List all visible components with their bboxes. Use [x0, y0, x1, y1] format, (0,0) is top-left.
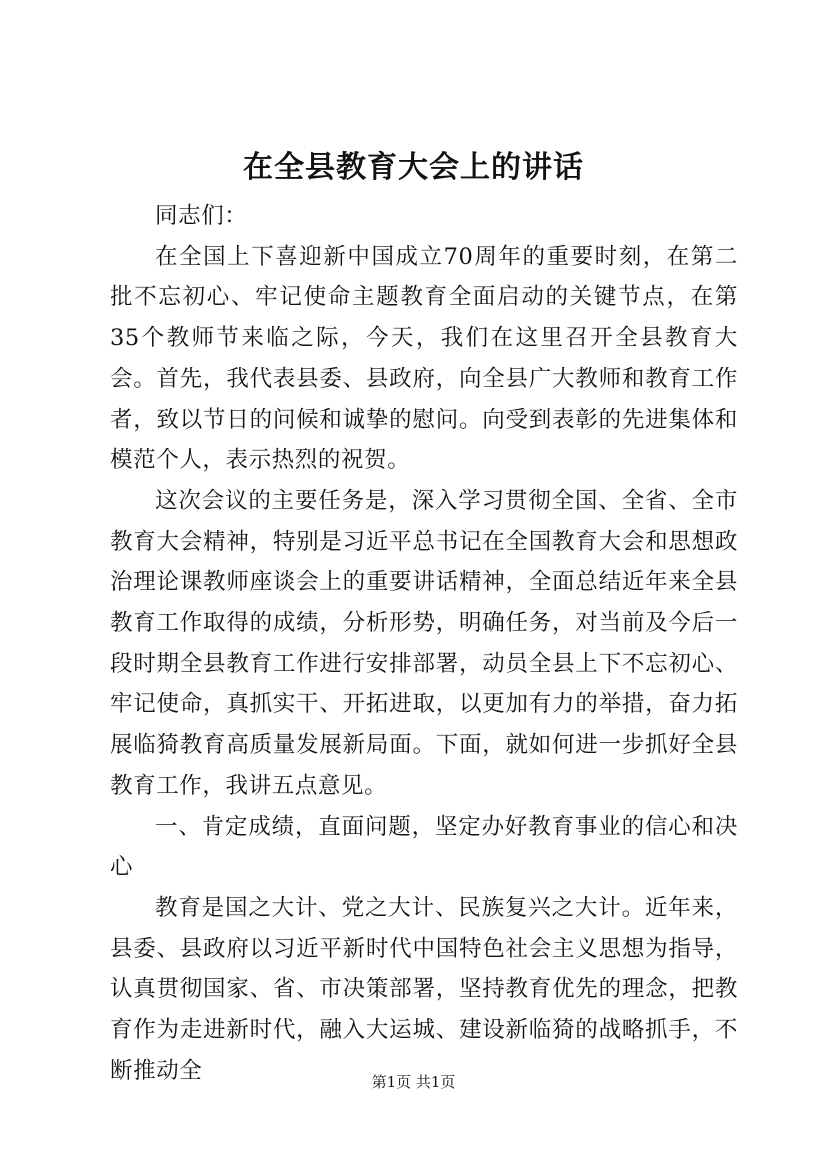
salutation-paragraph: 同志们：	[155, 203, 248, 229]
task-paragraph: 这次会议的主要任务是，深入学习贯彻全国、全省、全市教育大会精神，特别是习近平总书记在全国教育大会和思想政治理论课教师座谈会上的重要讲话精神，全面总结近年来全县教育工作取得的成绩，分析形势，明确任务，对当前及今后一段时期全县教育工作进行安排部署，动员全县上下不忘初心、牢记使命，真抓实干、开拓进取，以更加有力的举措，奋力拓展临猗教育高质量发展新局面。下面，就如何进一步抓好全县教育工作，我讲五点意见。	[110, 487, 738, 799]
document-body	[110, 196, 738, 1091]
opening-paragraph: 在全国上下喜迎新中国成立70周年的重要时刻，在第二批不忘初心、牢记使命主题教育全面启动的关键节点，在第35个教师节来临之际，今天，我们在这里召开全县教育大会。首先，我代表县委、县政府，向全县广大教师和教育工作者，致以节日的问候和诚挚的慰问。向受到表彰的先进集体和模范个人，表示热烈的祝贺。	[110, 243, 738, 474]
document-title: 在全县教育大会上的讲话	[243, 150, 584, 185]
page-number-footer: 第1页 共1页	[371, 1073, 456, 1091]
section-one-paragraph: 教育是国之大计、党之大计、民族复兴之大计。近年来，县委、县政府以习近平新时代中国特色社会主义思想为指导，认真贯彻国家、省、市决策部署，坚持教育优先的理念，把教育作为走进新时代，融入大运城、建设新临猗的战略抓手，不断推动全	[110, 894, 738, 1084]
section-heading-one: 一、肯定成绩，直面问题，坚定办好教育事业的信心和决心	[110, 813, 738, 881]
